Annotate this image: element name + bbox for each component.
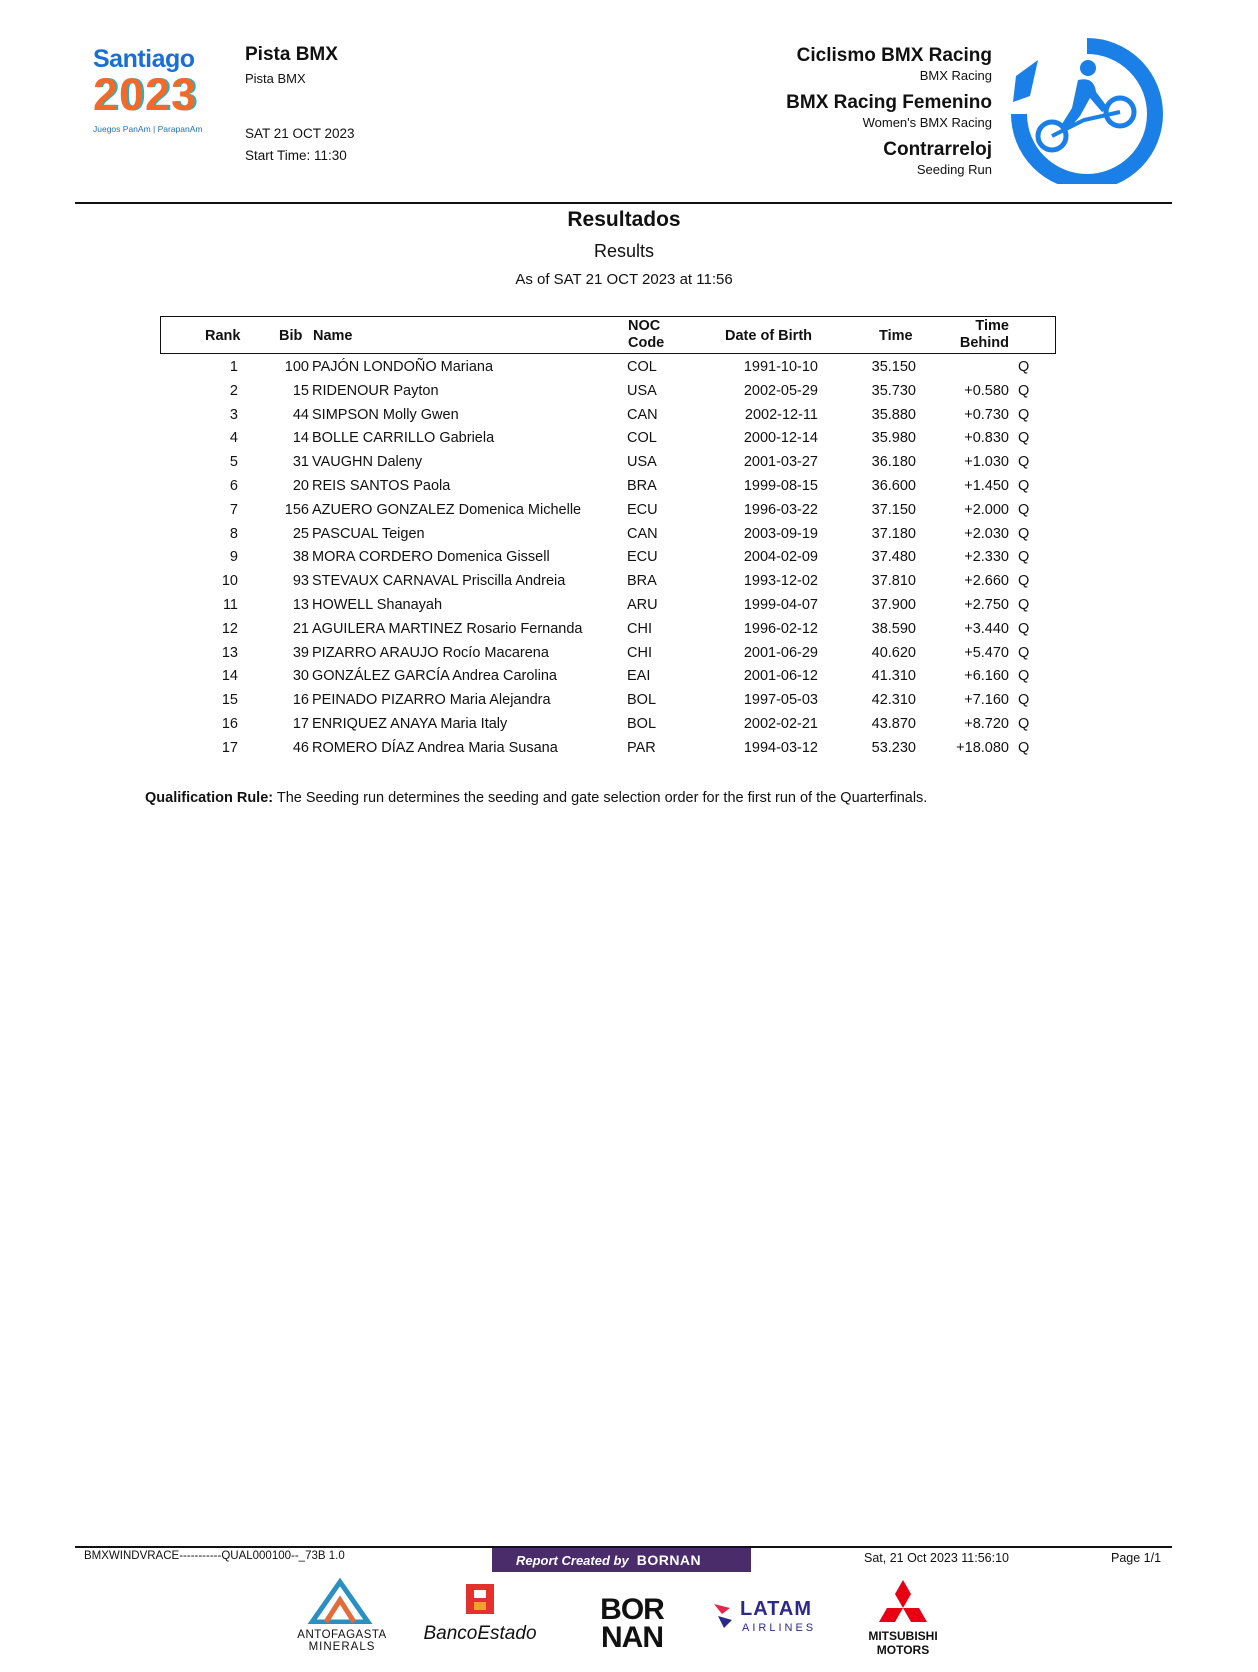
cell-dob: 2002-12-11 <box>744 406 818 423</box>
cell-time: 37.810 <box>871 573 916 590</box>
cell-bib: 46 <box>292 739 309 756</box>
cell-behind: +8.720 <box>964 715 1009 732</box>
cell-rank: 6 <box>229 477 238 494</box>
banner-text: Report Created by <box>516 1553 629 1568</box>
col-name: Name <box>313 328 353 344</box>
cell-q: Q <box>1018 692 1030 709</box>
cell-rank: 5 <box>229 454 238 471</box>
cell-time: 37.150 <box>871 501 916 518</box>
cell-time: 36.600 <box>871 477 916 494</box>
cell-name: AZUERO GONZALEZ Domenica Michelle <box>312 501 582 518</box>
event-date: SAT 21 OCT 2023 <box>245 126 355 141</box>
latam-logo-icon <box>712 1598 736 1634</box>
cell-dob: 1999-04-07 <box>743 596 818 613</box>
report-timestamp: Sat, 21 Oct 2023 11:56:10 <box>864 1551 1010 1565</box>
table-row <box>160 618 1056 642</box>
sponsor-name-2: AIRLINES <box>742 1622 817 1634</box>
bmx-rider-icon <box>1008 36 1166 184</box>
cell-bib: 15 <box>292 382 309 399</box>
cell-time: 37.180 <box>871 525 916 542</box>
cell-dob: 2003-09-19 <box>743 525 818 542</box>
start-time: Start Time: 11:30 <box>245 148 347 163</box>
cell-rank: 13 <box>221 644 238 661</box>
cell-time: 37.900 <box>871 596 916 613</box>
table-row <box>160 594 1056 618</box>
cell-name: ROMERO DÍAZ Andrea Maria Susana <box>312 739 558 756</box>
report-subtitle: Results <box>593 241 655 261</box>
cell-bib: 39 <box>292 644 309 661</box>
sponsor-antofagasta <box>292 1578 392 1653</box>
cell-bib: 100 <box>284 359 309 375</box>
cell-behind: +0.580 <box>964 382 1009 399</box>
cell-q: Q <box>1018 573 1030 590</box>
cell-q: Q <box>1018 382 1030 399</box>
cell-q: Q <box>1018 454 1030 471</box>
cell-noc: BRA <box>627 477 657 494</box>
cell-behind: +1.450 <box>964 477 1009 494</box>
report-code: BMXWINDVRACE-----------QUAL000100--_73B 1.0 <box>84 1550 345 1562</box>
cell-dob: 2001-06-29 <box>743 644 818 661</box>
cell-bib: 21 <box>292 620 309 637</box>
cell-bib: 25 <box>292 525 309 542</box>
event-subtitle: Women's BMX Racing <box>862 115 992 130</box>
report-created-banner <box>492 1548 751 1572</box>
table-row <box>160 451 1056 475</box>
col-noc-line1: NOC <box>628 318 661 334</box>
col-behind-line1: Time <box>975 318 1009 334</box>
cell-noc: PAR <box>627 739 656 756</box>
cell-noc: COL <box>627 430 657 447</box>
logo-year: 2023 <box>93 69 198 120</box>
cell-rank: 10 <box>221 573 238 590</box>
cell-behind: +6.160 <box>964 668 1009 685</box>
cell-behind: +0.830 <box>964 430 1009 447</box>
sponsor-name-2: MOTORS <box>876 1643 930 1657</box>
cell-noc: ARU <box>627 596 658 613</box>
cell-bib: 31 <box>292 454 309 471</box>
cell-noc: CAN <box>627 525 658 542</box>
cell-behind: +2.660 <box>964 573 1009 590</box>
cell-name: GONZÁLEZ GARCÍA Andrea Carolina <box>312 668 557 685</box>
phase-subtitle: Seeding Run <box>916 162 992 177</box>
cell-noc: COL <box>627 359 657 375</box>
cell-name: PEINADO PIZARRO Maria Alejandra <box>312 692 551 709</box>
sponsor-name-2: NAN <box>601 1621 663 1654</box>
cell-rank: 7 <box>229 501 238 518</box>
report-title: Resultados <box>567 208 681 231</box>
cell-q: Q <box>1018 739 1030 756</box>
table-row <box>160 570 1056 594</box>
table-row <box>160 380 1056 404</box>
cell-q: Q <box>1018 549 1030 566</box>
cell-bib: 44 <box>292 406 309 423</box>
cell-rank: 8 <box>229 525 238 542</box>
sponsor-mitsubishi <box>858 1578 948 1657</box>
cell-bib: 20 <box>292 477 309 494</box>
cell-dob: 1996-02-12 <box>743 620 818 637</box>
cell-time: 35.980 <box>871 430 916 447</box>
cell-dob: 2002-05-29 <box>743 382 818 399</box>
cell-name: REIS SANTOS Paola <box>312 477 451 494</box>
table-row <box>160 546 1056 570</box>
cell-dob: 1999-08-15 <box>743 477 818 494</box>
results-table-body <box>160 356 1056 761</box>
cell-time: 36.180 <box>871 454 916 471</box>
cell-q: Q <box>1018 715 1030 732</box>
cell-name: PIZARRO ARAUJO Rocío Macarena <box>312 644 549 661</box>
cell-behind: +18.080 <box>956 739 1009 756</box>
event-info <box>786 44 992 185</box>
cell-time: 43.870 <box>871 715 916 732</box>
cell-bib: 17 <box>292 715 309 732</box>
col-dob: Date of Birth <box>725 328 812 344</box>
bancoestado-logo-icon <box>418 1578 542 1618</box>
sponsor-name-1: BancoEstado <box>423 1623 537 1644</box>
cell-bib: 93 <box>292 573 309 590</box>
mitsubishi-logo-icon <box>858 1578 948 1624</box>
cell-rank: 3 <box>229 406 238 423</box>
table-row <box>160 499 1056 523</box>
col-behind-line2: Behind <box>959 335 1009 351</box>
cell-name: STEVAUX CARNAVAL Priscilla Andreia <box>312 573 566 590</box>
sport-subtitle: BMX Racing <box>919 68 992 83</box>
cell-name: VAUGHN Daleny <box>312 454 423 471</box>
cell-behind: +0.730 <box>964 406 1009 423</box>
cell-time: 53.230 <box>871 739 916 756</box>
cell-time: 40.620 <box>871 644 916 661</box>
cell-q: Q <box>1018 406 1030 423</box>
cell-behind: +3.440 <box>964 620 1009 637</box>
col-time: Time <box>879 328 913 344</box>
cell-q: Q <box>1018 525 1030 542</box>
cell-behind: +2.030 <box>964 525 1009 542</box>
col-noc <box>628 318 664 352</box>
cell-noc: ECU <box>627 501 658 518</box>
cell-q: Q <box>1018 596 1030 613</box>
cell-noc: EAI <box>627 668 651 685</box>
cell-bib: 30 <box>292 668 309 685</box>
cell-dob: 2002-02-21 <box>743 715 818 732</box>
cell-rank: 16 <box>221 715 238 732</box>
cell-behind: +2.330 <box>964 549 1009 566</box>
santiago-2023-logo <box>93 46 217 146</box>
cell-time: 35.150 <box>871 359 916 375</box>
cell-behind: +2.750 <box>964 596 1009 613</box>
cell-q: Q <box>1018 620 1030 637</box>
cell-bib: 13 <box>292 596 309 613</box>
sponsor-name-2: MINERALS <box>308 1641 376 1653</box>
results-table-header <box>160 316 1056 354</box>
cell-rank: 4 <box>229 430 238 447</box>
cell-rank: 12 <box>221 620 238 637</box>
cell-name: MORA CORDERO Domenica Gissell <box>312 549 550 566</box>
qualification-label: Qualification Rule: <box>145 790 274 806</box>
cell-bib: 16 <box>292 692 309 709</box>
cell-name: SIMPSON Molly Gwen <box>312 406 459 423</box>
phase-title: Contrarreloj <box>883 139 992 160</box>
cell-q: Q <box>1018 501 1030 518</box>
cell-time: 35.880 <box>871 406 916 423</box>
sponsor-name-1: LATAM <box>740 1598 813 1620</box>
logo-text: Santiago <box>93 45 195 73</box>
cell-noc: BOL <box>627 692 657 709</box>
cell-dob: 1994-03-12 <box>743 739 818 756</box>
table-row <box>160 404 1056 428</box>
cell-name: AGUILERA MARTINEZ Rosario Fernanda <box>312 620 583 637</box>
cell-dob: 2001-03-27 <box>743 454 818 471</box>
cell-time: 41.310 <box>871 668 916 685</box>
cell-behind: +2.000 <box>964 501 1009 518</box>
cell-q: Q <box>1018 477 1030 494</box>
cell-bib: 14 <box>292 430 309 447</box>
cell-name: BOLLE CARRILLO Gabriela <box>312 430 495 447</box>
cell-behind: +1.030 <box>964 454 1009 471</box>
table-row <box>160 427 1056 451</box>
cell-rank: 14 <box>221 668 238 685</box>
cell-time: 38.590 <box>871 620 916 637</box>
cell-rank: 15 <box>221 692 238 709</box>
cell-noc: CHI <box>627 644 652 661</box>
cell-q: Q <box>1018 668 1030 685</box>
table-row <box>160 523 1056 547</box>
cell-behind: +7.160 <box>964 692 1009 709</box>
cell-dob: 1997-05-03 <box>743 692 818 709</box>
sponsor-name-1: BOR <box>600 1593 664 1626</box>
sponsor-name-1: MITSUBISHI <box>868 1629 938 1643</box>
cell-rank: 11 <box>222 596 238 613</box>
cell-dob: 2001-06-12 <box>743 668 818 685</box>
table-row <box>160 689 1056 713</box>
cell-bib: 38 <box>292 549 309 566</box>
cell-noc: BRA <box>627 573 657 590</box>
col-rank: Rank <box>205 328 241 344</box>
table-row <box>160 665 1056 689</box>
logo-tagline: Juegos PanAm | ParapanAm <box>93 124 203 134</box>
table-row <box>160 642 1056 666</box>
cell-bib: 156 <box>284 501 309 518</box>
table-row <box>160 356 1056 380</box>
cell-name: PAJÓN LONDOÑO Mariana <box>312 359 494 375</box>
cell-rank: 9 <box>229 549 238 566</box>
cell-name: ENRIQUEZ ANAYA Maria Italy <box>312 715 508 732</box>
antofagasta-logo-icon <box>292 1578 392 1624</box>
cell-rank: 17 <box>221 739 238 756</box>
cell-name: RIDENOUR Payton <box>312 382 439 399</box>
sponsor-bornan <box>582 1578 682 1652</box>
header-divider <box>75 202 1172 204</box>
col-noc-line2: Code <box>628 335 665 351</box>
sport-title: Ciclismo BMX Racing <box>796 45 992 66</box>
table-row <box>160 475 1056 499</box>
col-bib: Bib <box>279 328 303 344</box>
cell-noc: ECU <box>627 549 658 566</box>
cell-rank: 1 <box>229 359 238 375</box>
cell-rank: 2 <box>229 382 238 399</box>
qualification-text: The Seeding run determines the seeding and gate selection order for the first run of the Quarterfinals. <box>273 790 928 806</box>
cell-noc: BOL <box>627 715 657 732</box>
cell-dob: 1993-12-02 <box>743 573 818 590</box>
cell-dob: 1996-03-22 <box>743 501 818 518</box>
cell-dob: 2000-12-14 <box>743 430 818 447</box>
sponsor-bancoestado <box>418 1578 542 1645</box>
cell-q: Q <box>1018 359 1030 375</box>
cell-noc: CAN <box>627 406 658 423</box>
page-number: Page 1/1 <box>1111 1551 1162 1565</box>
cell-behind: +5.470 <box>964 644 1009 661</box>
report-as-of: As of SAT 21 OCT 2023 at 11:56 <box>515 271 733 288</box>
cell-dob: 1991-10-10 <box>743 359 818 375</box>
cell-noc: USA <box>627 382 657 399</box>
cell-time: 42.310 <box>871 692 916 709</box>
cell-name: PASCUAL Teigen <box>312 525 425 542</box>
sponsor-name-1: ANTOFAGASTA <box>297 1629 387 1641</box>
cell-q: Q <box>1018 430 1030 447</box>
qualification-rule <box>145 790 927 806</box>
cell-noc: CHI <box>627 620 652 637</box>
banner-brand: BORNAN <box>636 1552 702 1568</box>
table-row <box>160 737 1056 761</box>
cell-dob: 2004-02-09 <box>743 549 818 566</box>
cell-time: 37.480 <box>871 549 916 566</box>
venue-subtitle: Pista BMX <box>245 71 306 86</box>
venue-title: Pista BMX <box>245 44 338 65</box>
cell-time: 35.730 <box>871 382 916 399</box>
cell-noc: USA <box>627 454 657 471</box>
col-time-behind <box>960 318 1009 352</box>
cell-q: Q <box>1018 644 1030 661</box>
table-row <box>160 713 1056 737</box>
event-title: BMX Racing Femenino <box>786 92 992 113</box>
cell-name: HOWELL Shanayah <box>312 596 443 613</box>
